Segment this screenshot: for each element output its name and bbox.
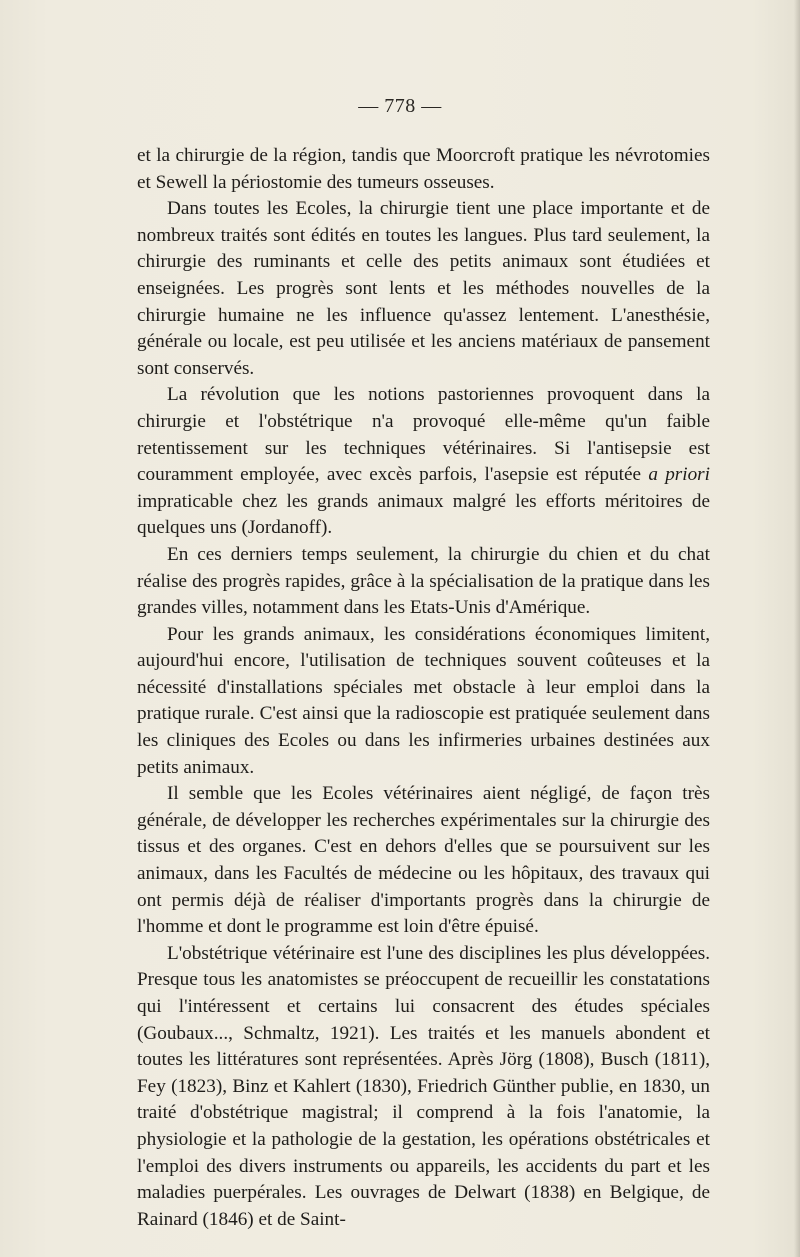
paragraph-text: La révolution que les notions pastoriennes provoquent dans la chirurgie et l'obstétrique n'a provoqué elle-même qu'un faible retentissement sur les techniques vétérinaires. Si l'antisepsie est couramment employée, avec excès parfois, l'asepsie est réputée bbox=[137, 384, 710, 486]
body-text bbox=[137, 143, 710, 1233]
paragraph-text: impraticable chez les grands animaux malgré les efforts méritoires de quelques uns (Jordanoff). bbox=[137, 490, 710, 539]
paragraph: L'obstétrique vétérinaire est l'une des disciplines les plus développées. Presque tous les anatomistes se préoccupent de recueillir les constatations qui l'intéressent et certains lui consacrent des études spéciales (Goubaux..., Schmaltz, 1921). Les traités et les manuels abondent et toutes les littératures sont représentées. Après Jörg (1808), Busch (1811), Fey (1823), Binz et Kahlert (1830), Friedrich Günther publie, en 1830, un traité d'obstétrique magistral; il comprend à la fois l'anatomie, la physiologie et la pathologie de la gestation, les opérations obstétricales et l'emploi des divers instruments ou appareils, les accidents du part et les maladies puerpérales. Les ouvrages de Delwart (1838) en Belgique, de Rainard (1846) et de Saint- bbox=[137, 942, 710, 1230]
paragraph bbox=[137, 382, 710, 542]
page-number: — 778 — bbox=[358, 95, 442, 117]
page-edge-shadow bbox=[794, 0, 800, 1257]
paragraph: Il semble que les Ecoles vétérinaires aient négligé, de façon très générale, de développer les recherches expérimentales sur la chirurgie des tissus et des organes. C'est en dehors d'elles que se poursuivent sur les animaux, dans les Facultés de médecine ou les hôpitaux, des travaux qui ont permis déjà de réaliser d'importants progrès dans la chirurgie de l'homme et dont le programme est loin d'être épuisé. bbox=[137, 783, 710, 938]
paragraph: Pour les grands animaux, les considérations économiques limitent, aujourd'hui encore, l'utilisation de techniques souvent coûteuses et la nécessité d'installations spéciales met obstacle à leur emploi dans la pratique rurale. C'est ainsi que la radioscopie est pratiquée seulement dans les cliniques des Ecoles ou dans les infirmeries urbaines destinées aux petits animaux. bbox=[137, 623, 710, 778]
paragraph: En ces derniers temps seulement, la chirurgie du chien et du chat réalise des progrès rapides, grâce à la spécialisation de la pratique dans les grandes villes, notamment dans les Etats-Unis d'Amérique. bbox=[137, 543, 710, 619]
paragraph: et la chirurgie de la région, tandis que Moorcroft pratique les névrotomies et Sewell la périostomie des tumeurs osseuses. bbox=[137, 145, 710, 193]
italic-phrase: a priori bbox=[648, 464, 710, 486]
paragraph: Dans toutes les Ecoles, la chirurgie tient une place importante et de nombreux traités sont édités en toutes les langues. Plus tard seulement, la chirurgie des ruminants et celle des petits animaux sont étudiées et enseignées. Les progrès sont lents et les méthodes nouvelles de la chirurgie humaine ne les influence qu'assez lentement. L'anesthésie, générale ou locale, est peu utilisée et les anciens matériaux de pansement sont conservés. bbox=[137, 198, 710, 379]
